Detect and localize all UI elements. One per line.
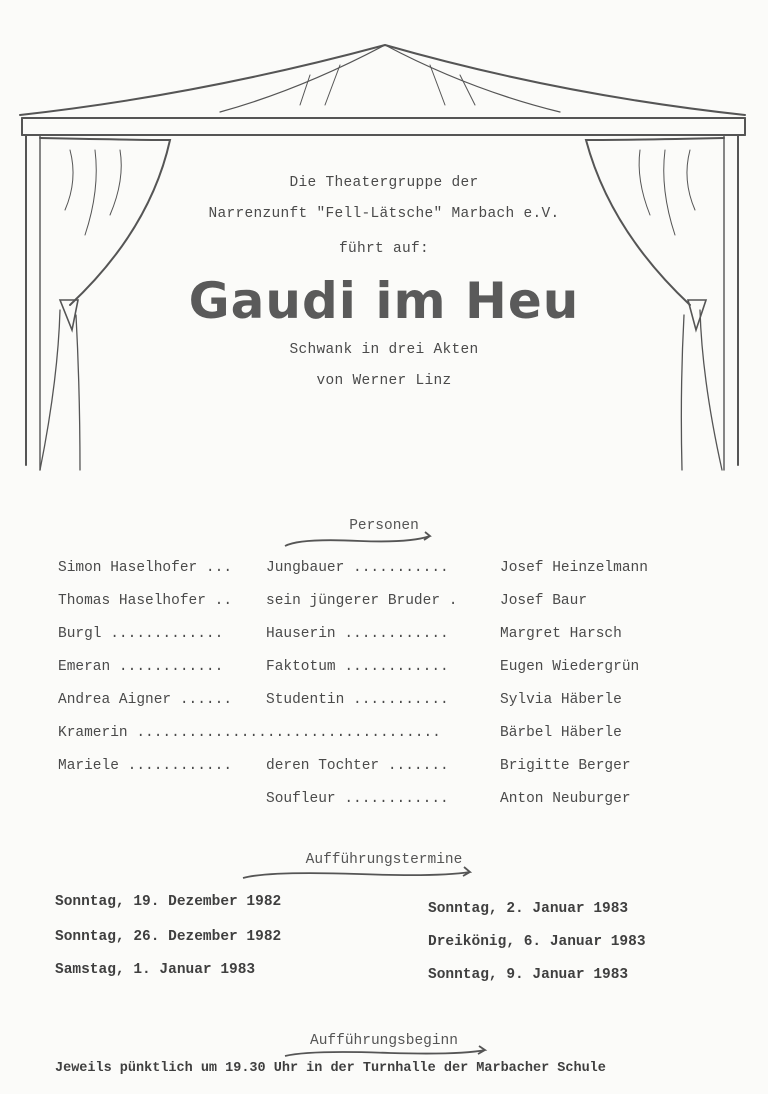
- cast-heading-flourish: [280, 530, 440, 552]
- cast-role: Jungbauer ...........: [266, 560, 449, 576]
- date-left-2: Sonntag, 26. Dezember 1982: [55, 929, 282, 945]
- cast-role: deren Tochter .......: [266, 758, 449, 774]
- cast-role: Faktotum ............: [266, 659, 449, 675]
- cast-name: Emeran ............: [58, 659, 224, 675]
- start-heading: Aufführungsbeginn: [310, 1033, 458, 1049]
- date-left-3: Samstag, 1. Januar 1983: [55, 962, 256, 978]
- cast-name: Simon Haselhofer ...: [58, 560, 233, 576]
- dates-heading-flourish: [238, 864, 488, 886]
- cast-actor: Sylvia Häberle: [500, 692, 622, 708]
- play-author: von Werner Linz: [316, 373, 452, 389]
- date-left-1: Sonntag, 19. Dezember 1982: [55, 894, 282, 910]
- cast-role: Soufleur ............: [266, 791, 449, 807]
- date-right-3: Sonntag, 9. Januar 1983: [428, 967, 629, 983]
- cast-name: Andrea Aigner ......: [58, 692, 233, 708]
- cast-actor: Margret Harsch: [500, 626, 622, 642]
- cast-actor: Anton Neuburger: [500, 791, 631, 807]
- start-text: Jeweils pünktlich um 19.30 Uhr in der Turnhalle der Marbacher Schule: [55, 1061, 606, 1076]
- play-subtitle: Schwank in drei Akten: [289, 342, 479, 358]
- cast-actor: Eugen Wiedergrün: [500, 659, 640, 675]
- dates-heading: Aufführungstermine: [305, 852, 463, 868]
- date-right-2: Dreikönig, 6. Januar 1983: [428, 934, 646, 950]
- cast-actor: Josef Heinzelmann: [500, 560, 648, 576]
- club-name-line: Narrenzunft "Fell-Lätsche" Marbach e.V.: [208, 206, 560, 222]
- cast-actor: Brigitte Berger: [500, 758, 631, 774]
- cast-role: Studentin ...........: [266, 692, 449, 708]
- cast-name: Thomas Haselhofer ..: [58, 593, 233, 609]
- date-right-1: Sonntag, 2. Januar 1983: [428, 901, 629, 917]
- play-title: Gaudi im Heu: [188, 272, 580, 330]
- cast-name: Mariele ............: [58, 758, 233, 774]
- cast-heading: Personen: [349, 518, 419, 534]
- cast-role: Hauserin ............: [266, 626, 449, 642]
- cast-name: Burgl .............: [58, 626, 224, 642]
- performs-line: führt auf:: [338, 241, 429, 257]
- cast-actor: Josef Baur: [500, 593, 588, 609]
- cast-actor: Bärbel Häberle: [500, 725, 622, 741]
- cast-role: sein jüngerer Bruder .: [266, 593, 458, 609]
- theater-group-line: Die Theatergruppe der: [289, 175, 479, 191]
- cast-name: Kramerin ...................................: [58, 725, 441, 741]
- stage-curtain-drawing: [0, 0, 768, 480]
